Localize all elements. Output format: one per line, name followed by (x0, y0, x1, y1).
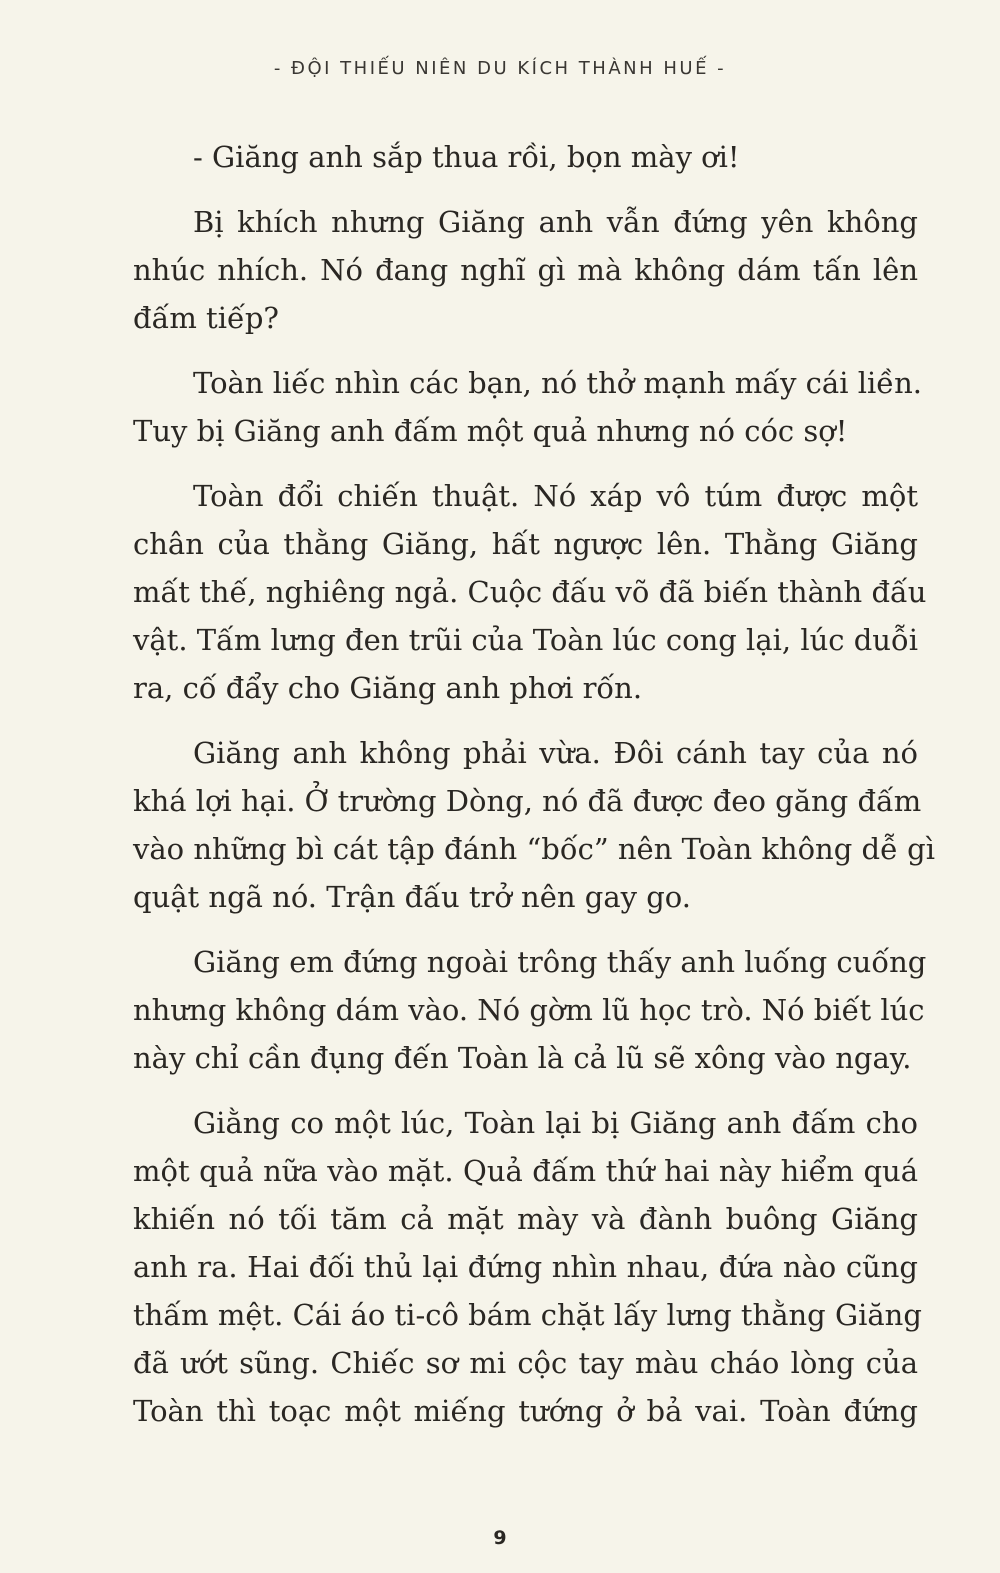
text-line: ra, cố đẩy cho Giăng anh phơi rốn. (133, 671, 643, 705)
text-line: Giăng em đứng ngoài trông thấy anh luống cuống (193, 945, 927, 979)
text-line: khá lợi hại. Ở trường Dòng, nó đã được đeo găng đấm (133, 784, 922, 818)
text-line: Toàn thì toạc một miếng tướng ở bả vai. Toàn đứng (133, 1394, 918, 1428)
paragraph (133, 472, 927, 712)
text-line: Toàn liếc nhìn các bạn, nó thở mạnh mấy cái liền. (193, 366, 922, 400)
text-line: đã ướt sũng. Chiếc sơ mi cộc tay màu cháo lòng của (133, 1346, 918, 1380)
body-text (133, 133, 935, 1452)
text-line: Tuy bị Giăng anh đấm một quả nhưng nó cóc sợ! (133, 414, 848, 448)
text-line: khiến nó tối tăm cả mặt mày và đành buông Giăng (133, 1202, 918, 1236)
text-line: một quả nữa vào mặt. Quả đấm thứ hai này hiểm quá (133, 1154, 918, 1188)
text-line: Bị khích nhưng Giăng anh vẫn đứng yên không (193, 205, 918, 239)
text-line: Giăng anh không phải vừa. Đôi cánh tay của nó (193, 736, 918, 770)
text-line: chân của thằng Giăng, hất ngược lên. Thằng Giăng (133, 527, 918, 561)
paragraph (133, 729, 935, 921)
text-line: nhúc nhích. Nó đang nghĩ gì mà không dám tấn lên (133, 253, 918, 287)
text-line: thấm mệt. Cái áo ti-cô bám chặt lấy lưng thằng Giăng (133, 1298, 922, 1332)
paragraph (133, 938, 927, 1082)
text-line: đấm tiếp? (133, 301, 279, 335)
text-line: nhưng không dám vào. Nó gờm lũ học trò. Nó biết lúc (133, 993, 925, 1027)
paragraph (133, 133, 918, 181)
paragraph (133, 198, 918, 342)
text-line: mất thế, nghiêng ngả. Cuộc đấu võ đã biến thành đấu (133, 575, 927, 609)
paragraph (133, 359, 922, 455)
text-line: Toàn đổi chiến thuật. Nó xáp vô túm được một (193, 479, 918, 513)
text-line: vật. Tấm lưng đen trũi của Toàn lúc cong lại, lúc duỗi (133, 623, 918, 657)
page-number: 9 (493, 1527, 507, 1549)
text-line: này chỉ cần đụng đến Toàn là cả lũ sẽ xông vào ngay. (133, 1041, 912, 1075)
text-line: anh ra. Hai đối thủ lại đứng nhìn nhau, đứa nào cũng (133, 1250, 918, 1284)
text-line: vào những bì cát tập đánh “bốc” nên Toàn không dễ gì (133, 832, 935, 866)
text-line: quật ngã nó. Trận đấu trở nên gay go. (133, 880, 691, 914)
text-line: - Giăng anh sắp thua rồi, bọn mày ơi! (193, 140, 740, 174)
text-line: Giằng co một lúc, Toàn lại bị Giăng anh đấm cho (193, 1106, 918, 1140)
paragraph (133, 1099, 922, 1435)
running-header: - ĐỘI THIẾU NIÊN DU KÍCH THÀNH HUẾ - (273, 58, 727, 79)
